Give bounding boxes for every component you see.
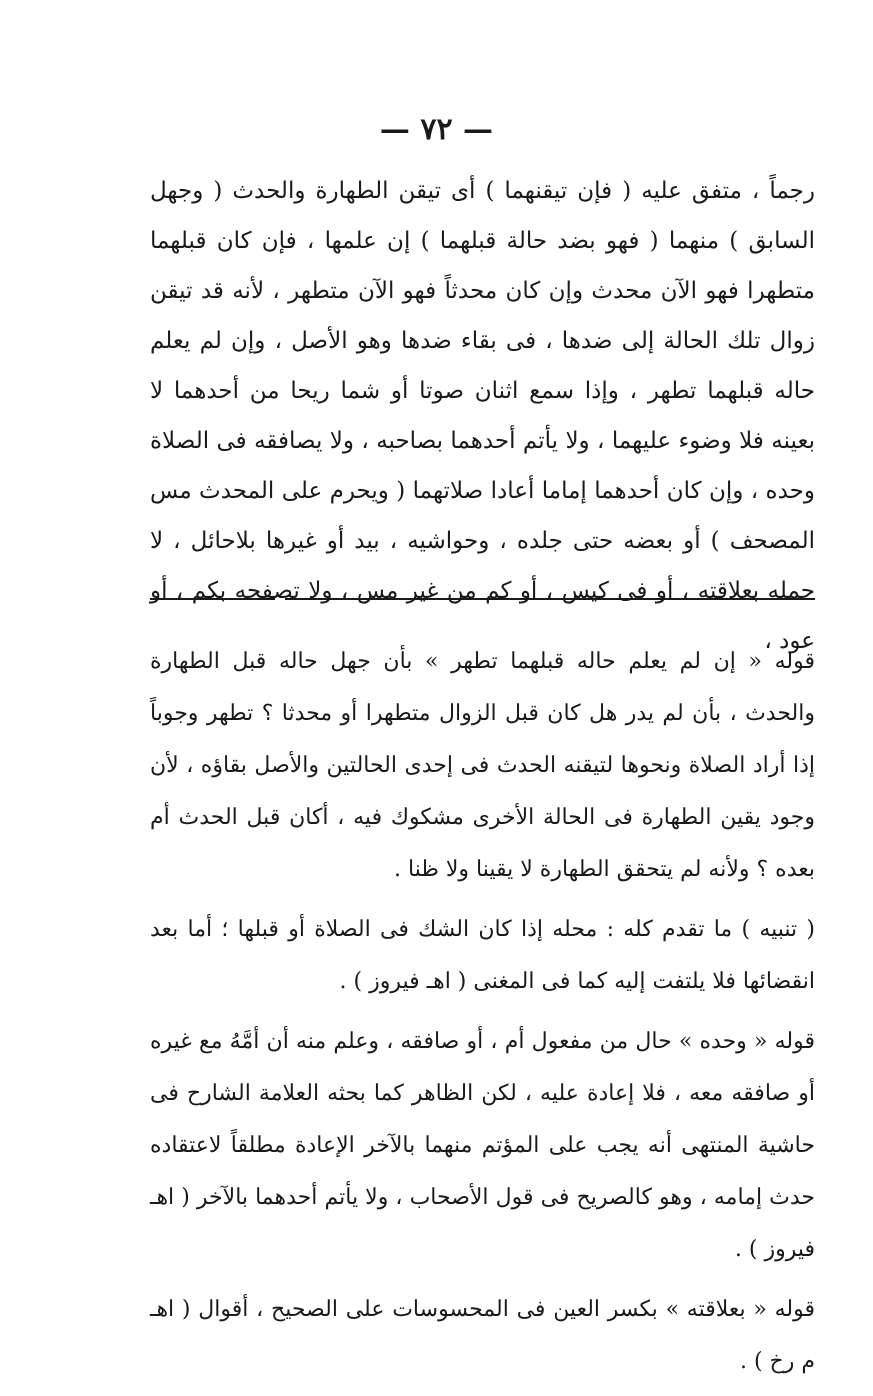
footnote-divider-short <box>150 598 275 600</box>
footnote-paragraph: قوله « إن لم يعلم حاله قبلهما تطهر » بأن جهل حاله قبل الطهارة والحدث ، بأن لم يدر هل كان قبل الزوال متطهرا أو محدثا ؟ تطهر وجوباً إذا أراد الصلاة ونحوها لتيقنه الحدث فى إحدى الحالتين والأصل بقاؤه ، لأن وجود يقين الطهارة فى الحالة الأخرى مشكوك فيه ، أكان قبل الحدث أم بعده ؟ ولأنه لم يتحقق الطهارة لا يقينا ولا ظنا . <box>150 649 815 882</box>
footnote-paragraph: قوله « وحده » حال من مفعول أم ، أو صافقه ، وعلم منه أن أمَّهُ مع غيره أو صافقه معه ، فلا إعادة عليه ، لكن الظاهر كما بحثه العلامة الشارح فى حاشية المنتهى أنه يجب على المؤتم منهما بالآخر الإعادة مطلقاً لاعتقاده حدث إمامه ، وهو كالصريح فى قول الأصحاب ، ولا يأتم أحدهما بالآخر ( اهـ فيروز ) . <box>150 1029 815 1262</box>
footnote-divider-long <box>285 598 815 600</box>
main-text-body <box>150 166 815 666</box>
footnotes-section <box>150 636 815 1396</box>
main-paragraph: رجماً ، متفق عليه ( فإن تيقنهما ) أى تيقن الطهارة والحدث ( وجهل السابق ) منهما ( فهو بضد حالة قبلهما ) إن علمها ، فإن كان قبلهما متطهرا فهو الآن محدث وإن كان محدثاً فهو الآن متطهر ، لأنه قد تيقن زوال تلك الحالة إلى ضدها ، فى بقاء ضدها وهو الأصل ، وإن لم يعلم حاله قبلهما تطهر ، وإذا سمع اثنان صوتا أو شما ريحا من أحدهما لا بعينه فلا وضوء عليهما ، ولا يأتم أحدهما بصاحبه ، ولا يصافقه فى الصلاة وحده ، وإن كان أحدهما إماما أعادا صلاتهما ( ويحرم على المحدث مس المصحف ) أو بعضه حتى جلده ، وحواشيه ، بيد أو غيرها بلاحائل ، لا حمله بعلاقته ، أو فى كيس ، أو كم من غير مس ، ولا تصفحه بكم ، أو عود ، <box>150 178 815 654</box>
footnote-paragraph: قوله « بعلاقته » بكسر العين فى المحسوسات على الصحيح ، أقوال ( اهـ م رخ ) . <box>150 1297 815 1374</box>
footnote-paragraph: ( تنبيه ) ما تقدم كله : محله إذا كان الشك فى الصلاة أو قبلها ؛ أما بعد انقضائها فلا يلتفت إليه كما فى المغنى ( اهـ فيروز ) . <box>150 917 815 994</box>
page-number: — ٧٢ — <box>379 112 494 147</box>
